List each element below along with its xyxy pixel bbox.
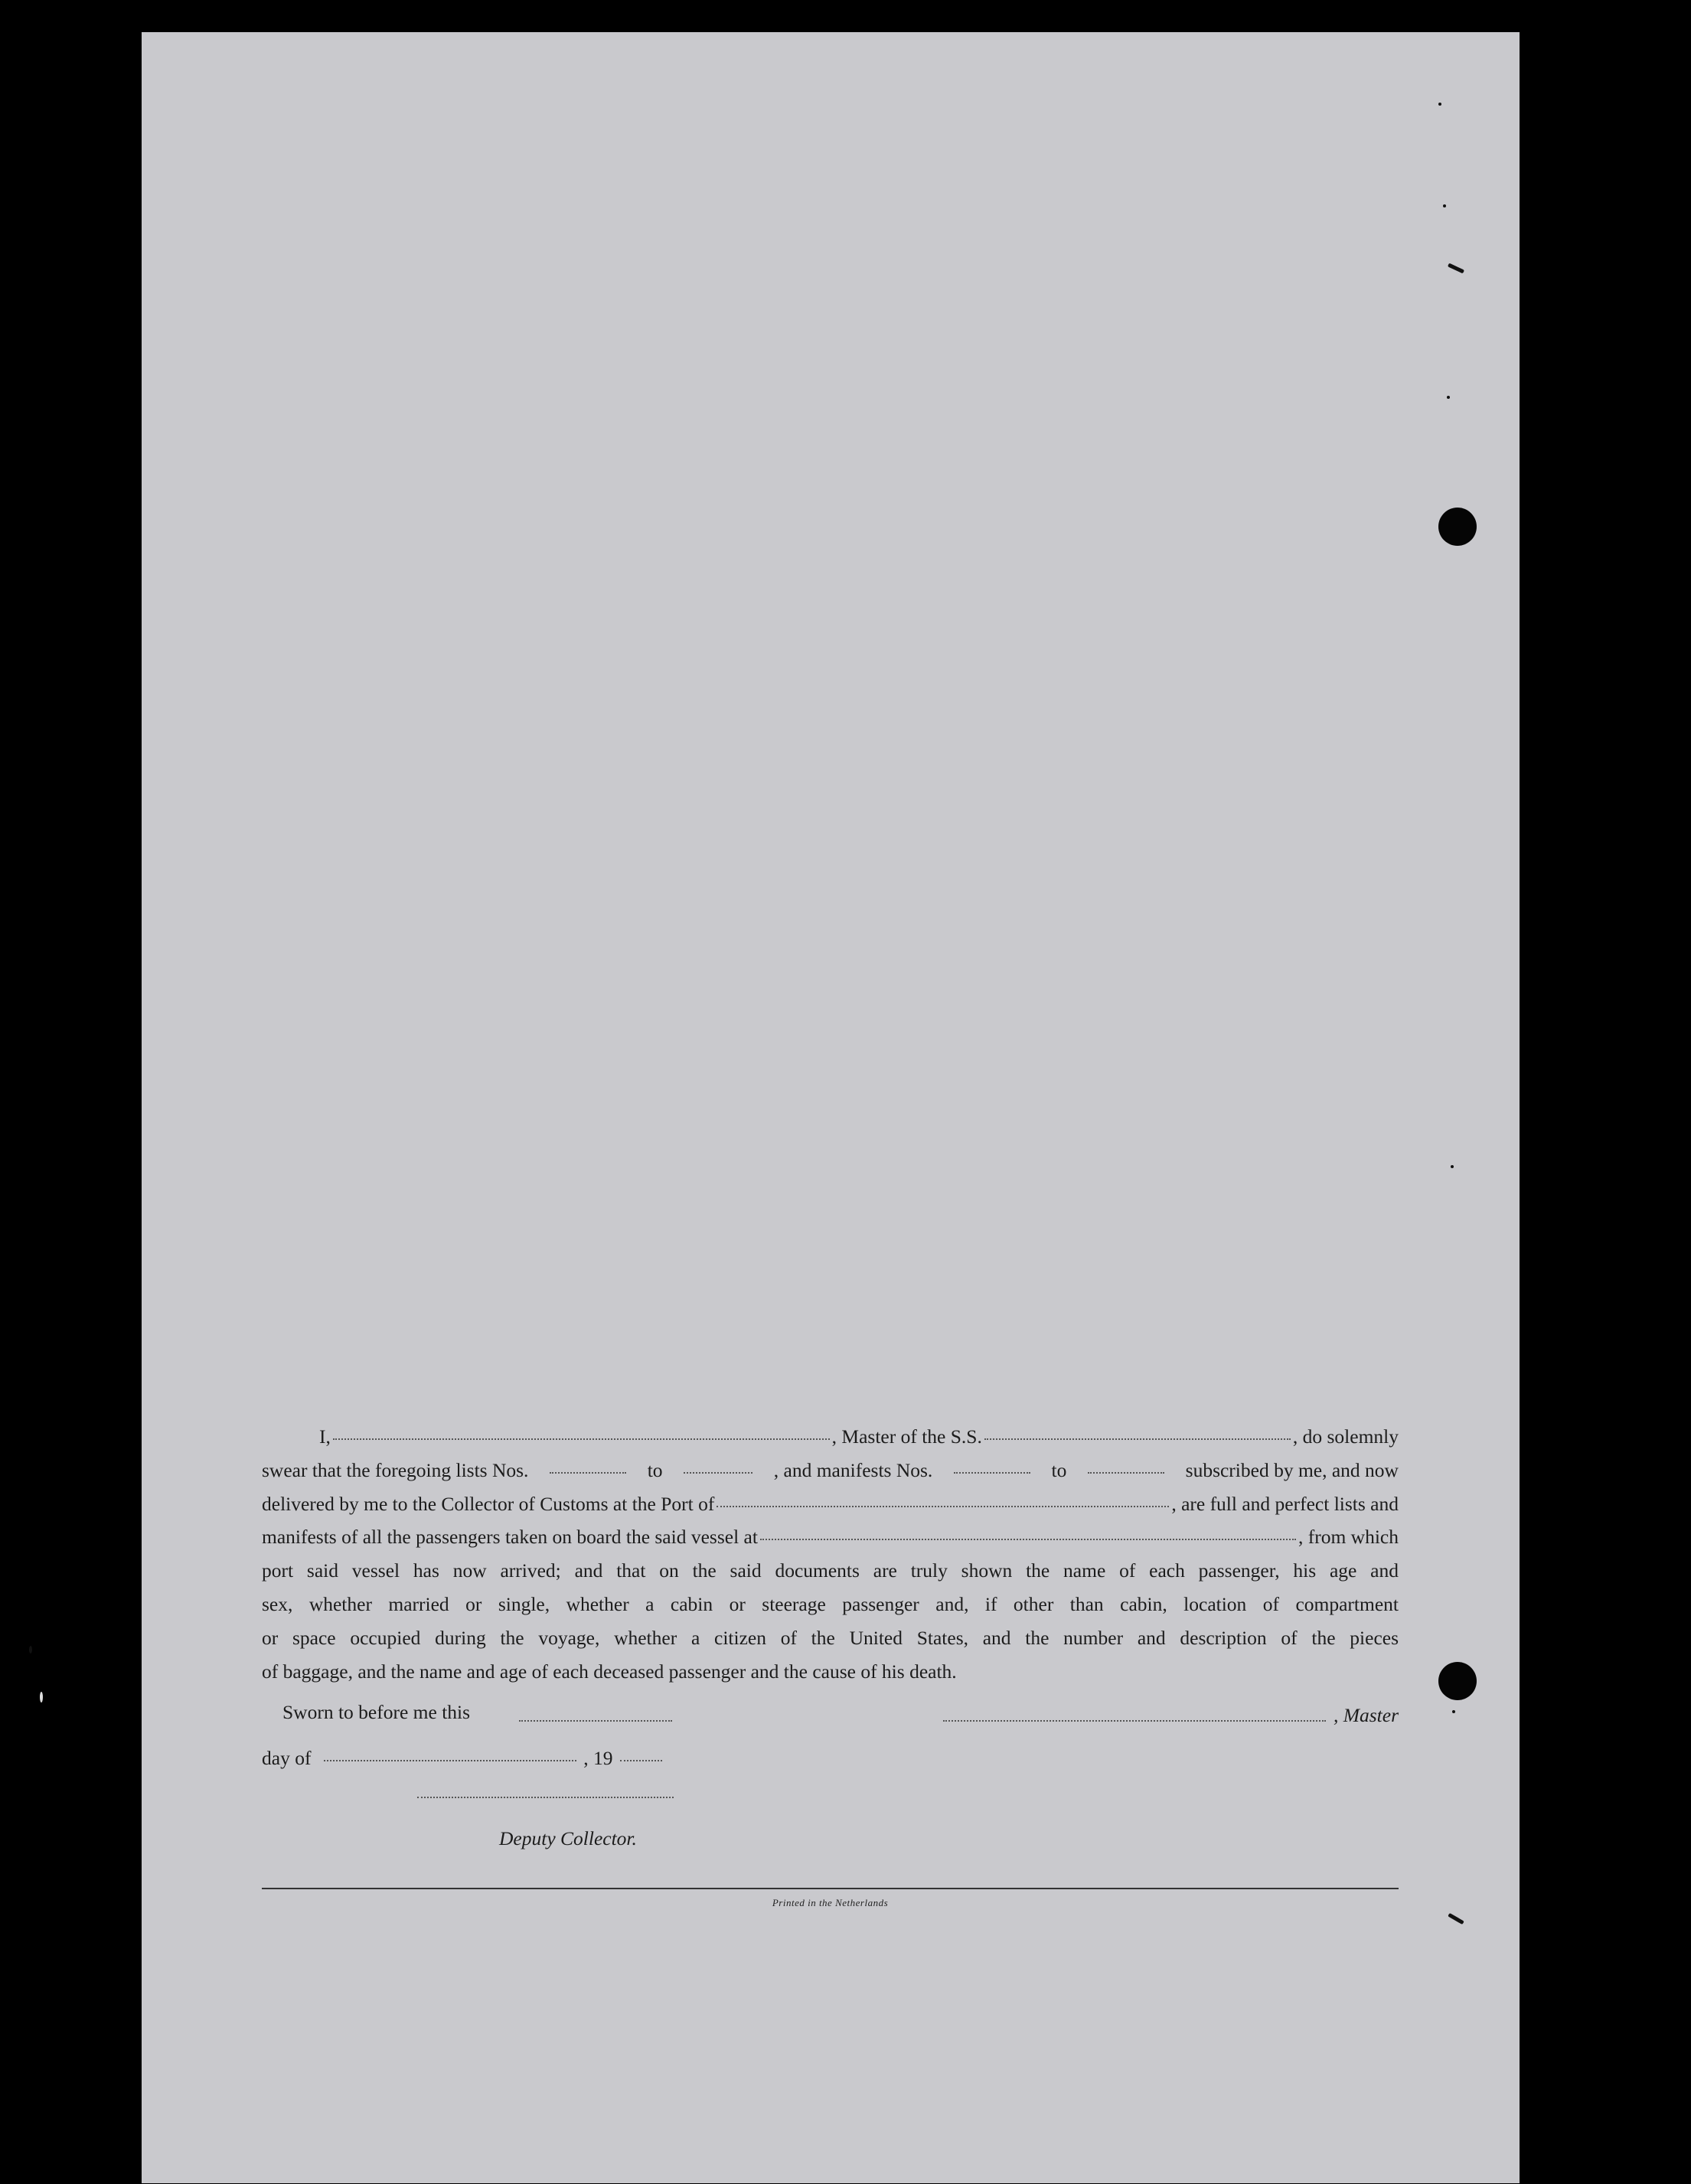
oath-manifests-taken: manifests of all the passengers taken on board the said vessel at — [262, 1526, 758, 1549]
year-blank[interactable] — [620, 1759, 662, 1761]
oath-subscribed: subscribed by me, and now — [1185, 1458, 1399, 1481]
scan-speck — [40, 1692, 43, 1702]
sworn-text: Sworn to before me this — [282, 1701, 471, 1723]
oath-to: to — [647, 1458, 663, 1481]
port-blank[interactable] — [717, 1505, 1169, 1507]
sworn-day-blank[interactable] — [519, 1719, 672, 1722]
page-speck — [1443, 204, 1446, 207]
page-mark — [1448, 263, 1464, 274]
oath-statement — [262, 1420, 1399, 1688]
oath-line-3 — [262, 1487, 1399, 1521]
month-blank[interactable] — [324, 1759, 576, 1761]
manifest-from-blank[interactable] — [954, 1471, 1030, 1474]
master-label: , Master — [1334, 1704, 1399, 1726]
oath-pronoun: I, — [319, 1425, 331, 1448]
sworn-row — [262, 1701, 1399, 1732]
page-speck — [1451, 1165, 1454, 1168]
oath-to-2: to — [1051, 1458, 1067, 1481]
master-name-blank[interactable] — [333, 1438, 830, 1440]
deputy-collector-label: Deputy Collector. — [499, 1827, 637, 1849]
oath-lists-nos: swear that the foregoing lists Nos. — [262, 1458, 529, 1481]
day-of-text: day of — [262, 1747, 312, 1769]
oath-line-8: of baggage, and the name and age of each deceased passenger and the cause of his death. — [262, 1660, 957, 1683]
master-signature-blank[interactable] — [943, 1719, 1326, 1722]
manifest-to-blank[interactable] — [1088, 1471, 1164, 1474]
oath-line-4 — [262, 1520, 1399, 1554]
oath-manifests-nos: , and manifests Nos. — [773, 1458, 933, 1481]
ship-name-blank[interactable] — [984, 1438, 1291, 1440]
oath-delivered: delivered by me to the Collector of Customs at the Port of — [262, 1492, 715, 1515]
oath-line-1 — [262, 1420, 1399, 1454]
deputy-signature-blank[interactable] — [417, 1796, 674, 1798]
oath-do-solemnly: , do solemnly — [1292, 1425, 1399, 1448]
oath-line-7: or space occupied during the voyage, whether a citizen of the United States, and the number and description of the pieces — [262, 1626, 1399, 1649]
day-of-row — [262, 1747, 664, 1770]
oath-line-2 — [262, 1454, 1399, 1487]
list-to-blank[interactable] — [684, 1471, 752, 1474]
page-speck — [1452, 1710, 1455, 1713]
year-prefix: , 19 — [583, 1747, 613, 1769]
page-speck — [1438, 103, 1441, 106]
manifest-page — [142, 32, 1520, 2183]
printer-imprint: Printed in the Netherlands — [772, 1897, 889, 1908]
scan-speck — [29, 1646, 32, 1654]
footer-rule — [262, 1888, 1399, 1889]
oath-master-of-ship: , Master of the S.S. — [831, 1425, 982, 1448]
oath-line-5: port said vessel has now arrived; and that on the said documents are truly shown the name of each passenger, his age and — [262, 1559, 1399, 1582]
departure-port-blank[interactable] — [760, 1538, 1296, 1540]
page-mark — [1448, 1913, 1464, 1924]
page-speck — [1447, 396, 1450, 399]
oath-full-perfect: , are full and perfect lists and — [1171, 1492, 1399, 1515]
punch-hole — [1438, 508, 1477, 546]
oath-from-which: , from which — [1298, 1526, 1399, 1549]
list-from-blank[interactable] — [550, 1471, 626, 1474]
punch-hole — [1438, 1662, 1477, 1700]
oath-line-6: sex, whether married or single, whether a cabin or steerage passenger and, if other than cabin, location of compartment — [262, 1592, 1399, 1615]
